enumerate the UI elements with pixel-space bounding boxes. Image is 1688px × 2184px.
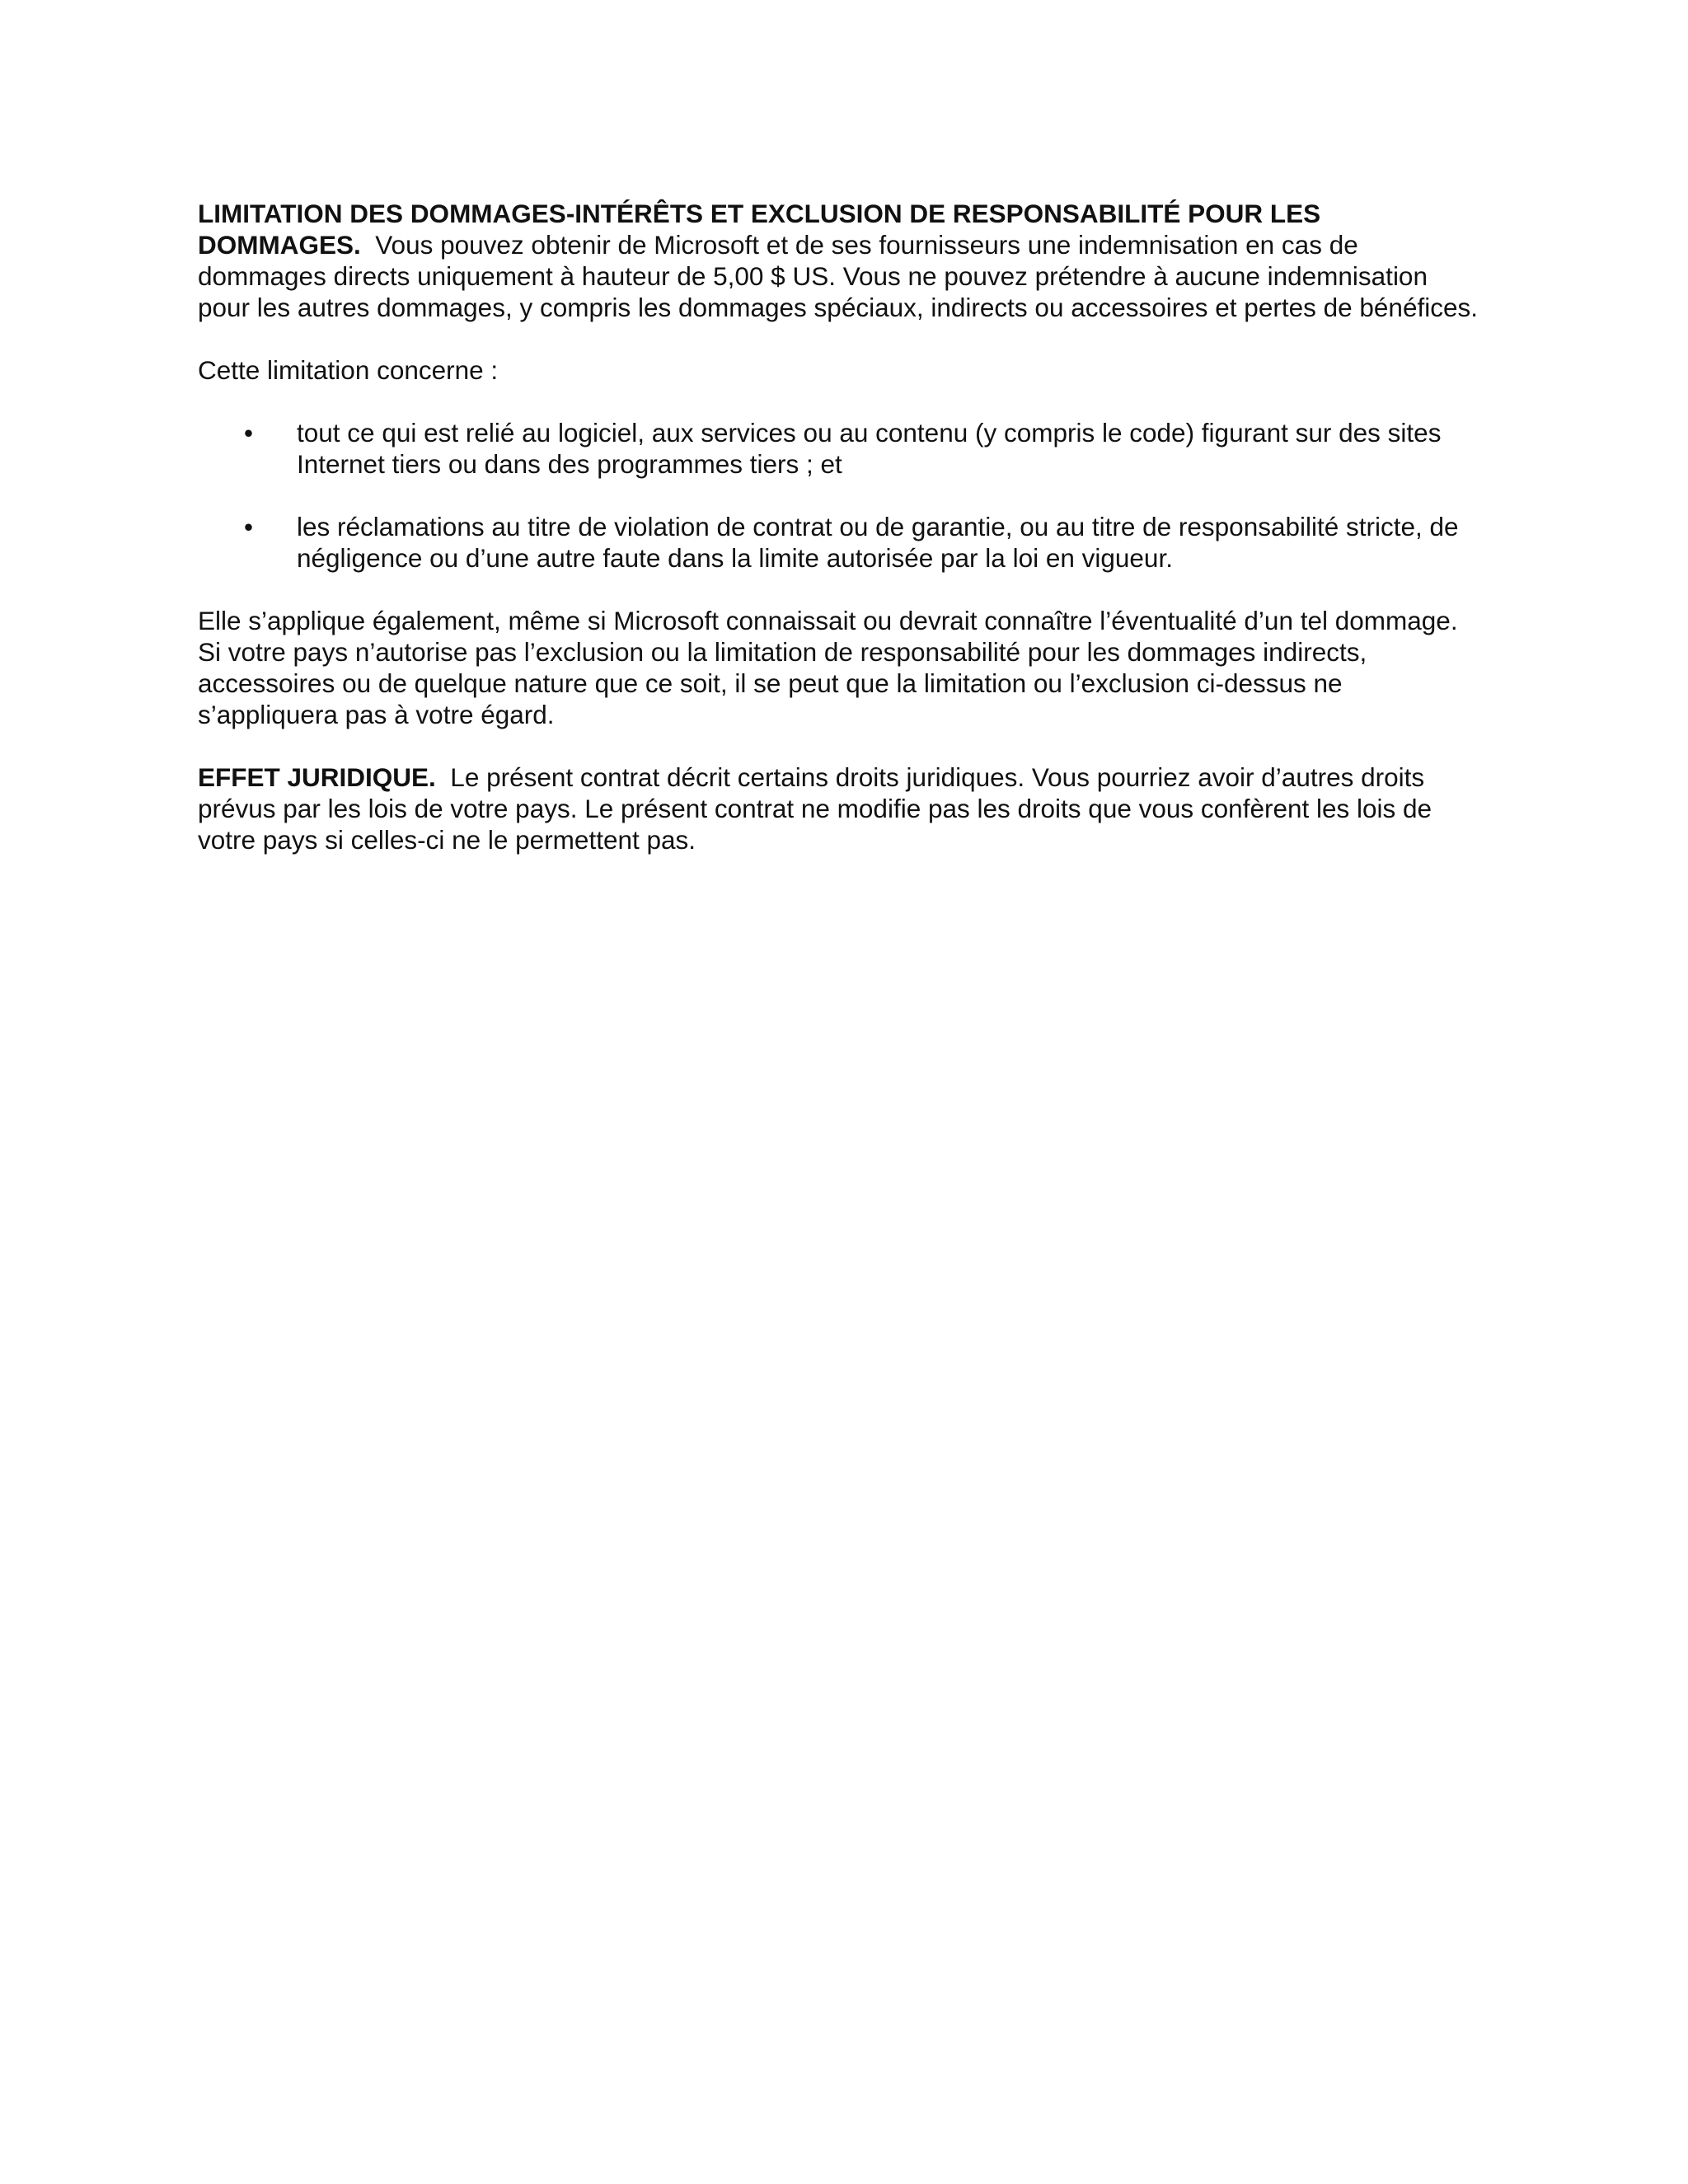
bullet-icon: • (244, 418, 254, 448)
limitation-body: Vous pouvez obtenir de Microsoft et de ses fournisseurs une indemnisation en cas de dommages directs uniquement à hauteur de 5,00 $ US. Vous ne pouvez prétendre à aucune indemnisation pour les autres dommages, y compris les dommages spéciaux, indirects ou accessoires et pertes de bénéfices. (198, 230, 1478, 322)
legal-effect-body: Le présent contrat décrit certains droits juridiques. Vous pourriez avoir d’autres droits prévus par les lois de votre pays. Le présent contrat ne modifie pas les droits que vous confèrent les lois de votre pays si celles-ci ne le permettent pas. (198, 762, 1432, 855)
limitation-paragraph (198, 198, 1484, 323)
list-item (198, 417, 1484, 480)
list-item (198, 511, 1484, 574)
applicability-paragraph: Elle s’applique également, même si Microsoft connaissait ou devrait connaître l’éventualité d’un tel dommage. Si votre pays n’autorise pas l’exclusion ou la limitation de responsabilité pour les dommages indirects, accessoires ou de quelque nature que ce soit, il se peut que la limitation ou l’exclusion ci-dessus ne s’appliquera pas à votre égard. (198, 606, 1458, 729)
bullet-icon: • (244, 512, 254, 541)
limitation-heading: LIMITATION DES DOMMAGES-INTÉRÊTS ET EXCLUSION DE RESPONSABILITÉ POUR LES DOMMAGES. (198, 199, 1321, 260)
list-item-text: tout ce qui est relié au logiciel, aux services ou au contenu (y compris le code) figurant sur des sites Internet tiers ou dans des programmes tiers ; et (297, 418, 1442, 479)
limitation-list (198, 417, 1484, 574)
list-item-text: les réclamations au titre de violation de contrat ou de garantie, ou au titre de responsabilité stricte, de négligence ou d’une autre faute dans la limite autorisée par la loi en vigueur. (297, 512, 1459, 573)
document-body (198, 198, 1484, 855)
limitation-intro: Cette limitation concerne : (198, 355, 499, 385)
legal-effect-heading: EFFET JURIDIQUE. (198, 762, 436, 792)
legal-effect-paragraph (198, 762, 1484, 855)
